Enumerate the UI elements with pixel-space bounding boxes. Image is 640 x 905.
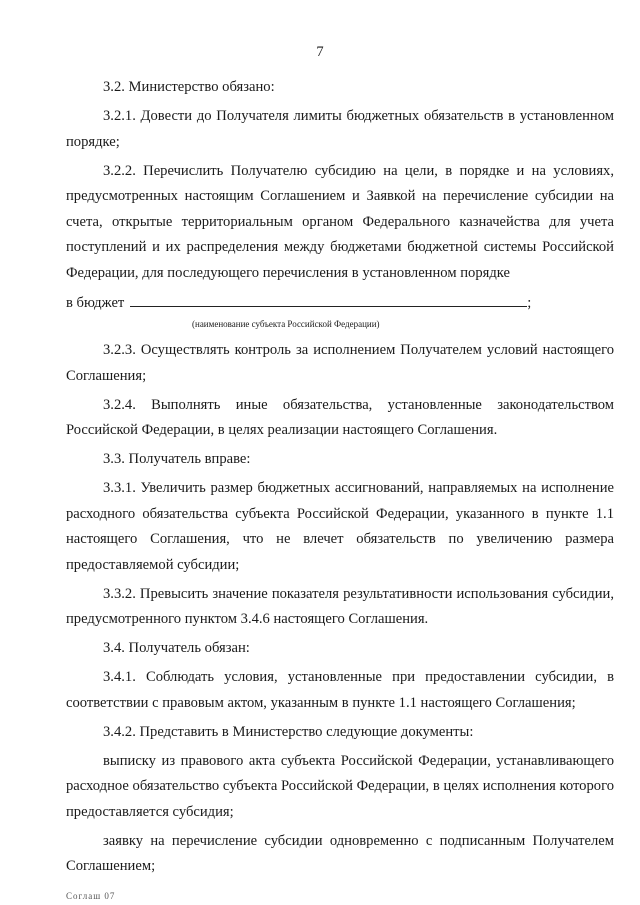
clause-3-4-2: 3.4.2. Представить в Министерство следующие документы:: [103, 723, 474, 740]
budget-blank-caption: (наименование субъекта Российской Федерации): [192, 319, 380, 329]
clause-3-3-1: 3.3.1. Увеличить размер бюджетных ассигнований, направляемых на исполнение расходного обязательства субъекта Российской Федерации, указанного в пункте 1.1 настоящего Соглашения, что не влечет обязательств по увеличению размера предоставляемой субсидии;: [66, 480, 614, 573]
clause-3-2-3: 3.2.3. Осуществлять контроль за исполнением Получателем условий настоящего Соглашения;: [66, 342, 614, 384]
budget-blank-line: [66, 290, 614, 316]
clause-3-3-2: 3.3.2. Превысить значение показателя результативности использования субсидии, предусмотренного пунктом 3.4.6 настоящего Соглашения.: [66, 585, 614, 627]
document-item-extract: выписку из правового акта субъекта Российской Федерации, устанавливающего расходное обязательство субъекта Российской Федерации, в целях исполнения которого предоставляется субсидия;: [66, 752, 614, 820]
clause-3-2-2: 3.2.2. Перечислить Получателю субсидию на цели, в порядке и на условиях, предусмотренных настоящим Соглашением и Заявкой на перечисление субсидии на счета, открытые территориальным органом Федерального казначейства для учета поступлений и их распределения между бюджетами бюджетной системы Российской Федерации, для последующего перечисления в установленном порядке: [66, 162, 614, 281]
page-number: 7: [316, 44, 324, 60]
budget-line-end: ;: [527, 294, 532, 311]
budget-label: в бюджет: [66, 294, 125, 311]
footer-mark: Соглаш 07: [66, 891, 116, 901]
section-3-3: 3.3. Получатель вправе:: [103, 451, 251, 467]
clause-3-2-4: 3.2.4. Выполнять иные обязательства, установленные законодательством Российской Федерации, в целях реализации настоящего Соглашения.: [66, 396, 614, 438]
clause-3-2-1: 3.2.1. Довести до Получателя лимиты бюджетных обязательств в установленном порядке;: [66, 108, 614, 150]
clause-3-4-1: 3.4.1. Соблюдать условия, установленные при предоставлении субсидии, в соответствии с правовым актом, указанным в пункте 1.1 настоящего Соглашения;: [66, 669, 614, 711]
document-item-application: заявку на перечисление субсидии одновременно с подписанным Получателем Соглашением;: [66, 832, 614, 874]
section-3-4: 3.4. Получатель обязан:: [103, 640, 250, 656]
budget-fill-blank: [130, 290, 527, 307]
document-body: [66, 75, 614, 883]
section-3-2: 3.2. Министерство обязано:: [103, 79, 275, 95]
